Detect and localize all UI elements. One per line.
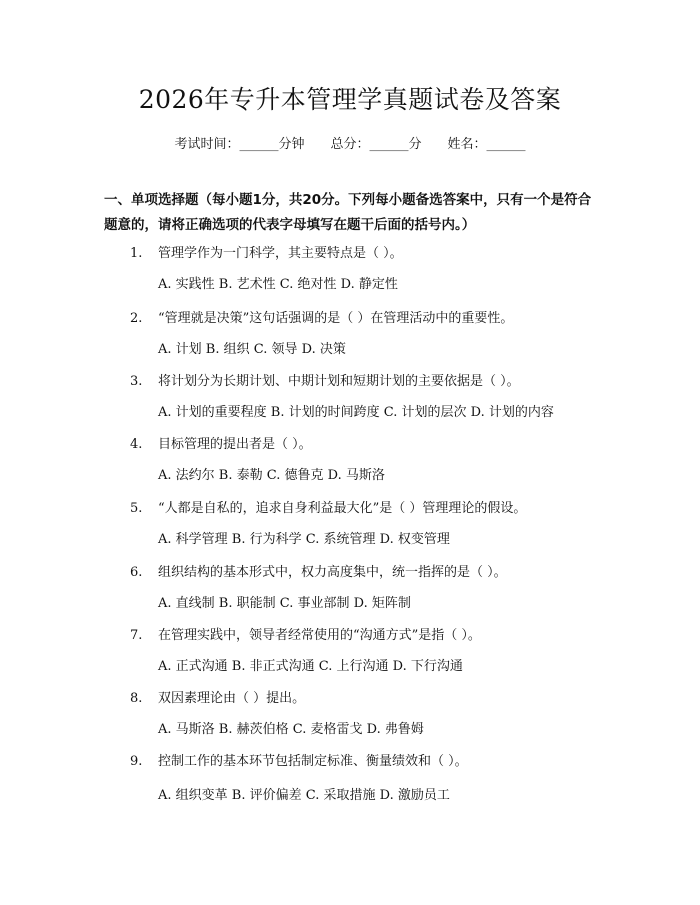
question-item — [130, 435, 600, 455]
question-options: A. 计划 B. 组织 C. 领导 D. 决策 — [158, 342, 346, 357]
question-stem: 在管理实践中，领导者经常使用的“沟通方式”是指（ ）。 — [158, 628, 481, 643]
question-number: 3. — [130, 374, 143, 389]
question-number: 1. — [130, 246, 143, 261]
question-stem: 目标管理的提出者是（ ）。 — [158, 437, 312, 452]
exam-time-field: 考试时间：______分钟 — [174, 137, 305, 152]
question-stem: 双因素理论由（ ）提出。 — [158, 691, 306, 706]
total-score-field: 总分：______分 — [330, 137, 422, 152]
question-options: A. 直线制 B. 职能制 C. 事业部制 D. 矩阵制 — [158, 596, 411, 611]
question-stem: “管理就是决策”这句话强调的是（ ）在管理活动中的重要性。 — [158, 311, 514, 326]
question-options: A. 马斯洛 B. 赫茨伯格 C. 麦格雷戈 D. 弗鲁姆 — [158, 722, 424, 737]
question-item — [130, 372, 600, 392]
question-options: A. 实践性 B. 艺术性 C. 绝对性 D. 静定性 — [158, 277, 398, 292]
question-stem: “人都是自私的，追求自身利益最大化”是（ ）管理理论的假设。 — [158, 501, 527, 516]
question-item — [130, 309, 600, 329]
question-stem: 控制工作的基本环节包括制定标准、衡量绩效和（ ）。 — [158, 754, 468, 769]
question-stem: 将计划分为长期计划、中期计划和短期计划的主要依据是（ ）。 — [158, 374, 520, 389]
question-number: 6. — [130, 565, 143, 580]
question-number: 7. — [130, 628, 143, 643]
question-item — [130, 626, 600, 646]
question-options: A. 法约尔 B. 泰勒 C. 德鲁克 D. 马斯洛 — [158, 468, 385, 483]
question-item — [130, 752, 600, 772]
question-item — [130, 244, 600, 264]
question-stem: 组织结构的基本形式中，权力高度集中，统一指挥的是（ ）。 — [158, 565, 507, 580]
section-heading: 一、单项选择题（每小题1分，共20分。下列每小题备选答案中，只有一个是符合题意的，请将正确选项的代表字母填写在题干后面的括号内。） — [104, 192, 592, 233]
question-number: 2. — [130, 311, 143, 326]
question-item — [130, 499, 600, 519]
student-name-field: 姓名：______ — [447, 137, 526, 152]
question-options: A. 计划的重要程度 B. 计划的时间跨度 C. 计划的层次 D. 计划的内容 — [158, 405, 554, 420]
question-options: A. 科学管理 B. 行为科学 C. 系统管理 D. 权变管理 — [158, 532, 450, 547]
page-title: 2026年专升本管理学真题试卷及答案 — [138, 85, 562, 114]
question-options: A. 正式沟通 B. 非正式沟通 C. 上行沟通 D. 下行沟通 — [158, 659, 463, 674]
question-number: 9. — [130, 754, 143, 769]
question-number: 5. — [130, 501, 143, 516]
question-number: 4. — [130, 437, 143, 452]
question-item — [130, 563, 600, 583]
question-item — [130, 689, 600, 709]
exam-meta — [0, 133, 700, 152]
question-number: 8. — [130, 691, 143, 706]
question-options: A. 组织变革 B. 评价偏差 C. 采取措施 D. 激励员工 — [158, 788, 450, 803]
question-stem: 管理学作为一门科学，其主要特点是（ ）。 — [158, 246, 403, 261]
